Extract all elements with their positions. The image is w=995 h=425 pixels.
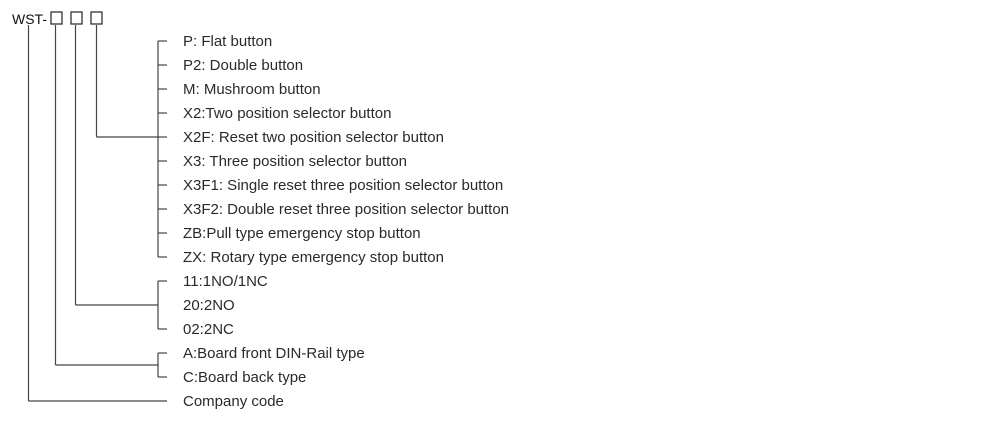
labels-mounting-type (183, 345, 365, 386)
option-label: X3F1: Single reset three position selector button (183, 177, 504, 194)
option-label: 11:1NO/1NC (183, 273, 268, 290)
connector-mounting-type (56, 25, 168, 377)
labels-contact-type (183, 273, 268, 338)
connector-button-type (97, 25, 168, 257)
labels-button-type (183, 33, 509, 266)
option-label: P2: Double button (183, 57, 304, 74)
option-label: X3F2: Double reset three position selector button (183, 201, 510, 218)
option-label: P: Flat button (183, 33, 273, 50)
option-label: X2:Two position selector button (183, 105, 392, 122)
labels-company (183, 393, 284, 410)
option-label: ZX: Rotary type emergency stop button (183, 249, 444, 266)
code-box-contact (71, 12, 82, 24)
option-label: M: Mushroom button (183, 81, 321, 98)
code-box-mounting (51, 12, 62, 24)
option-label: A:Board front DIN-Rail type (183, 345, 365, 362)
model-prefix: WST- (12, 11, 47, 27)
connector-contact-type (76, 25, 168, 329)
option-label: X2F: Reset two position selector button (183, 129, 444, 146)
option-label: X3: Three position selector button (183, 153, 408, 170)
connector-company (29, 25, 168, 401)
option-label: C:Board back type (183, 369, 307, 386)
option-label: Company code (183, 393, 284, 410)
option-label: ZB:Pull type emergency stop button (183, 225, 421, 242)
option-label: 02:2NC (183, 321, 234, 338)
option-label: 20:2NO (183, 297, 235, 314)
code-box-button-type (91, 12, 102, 24)
